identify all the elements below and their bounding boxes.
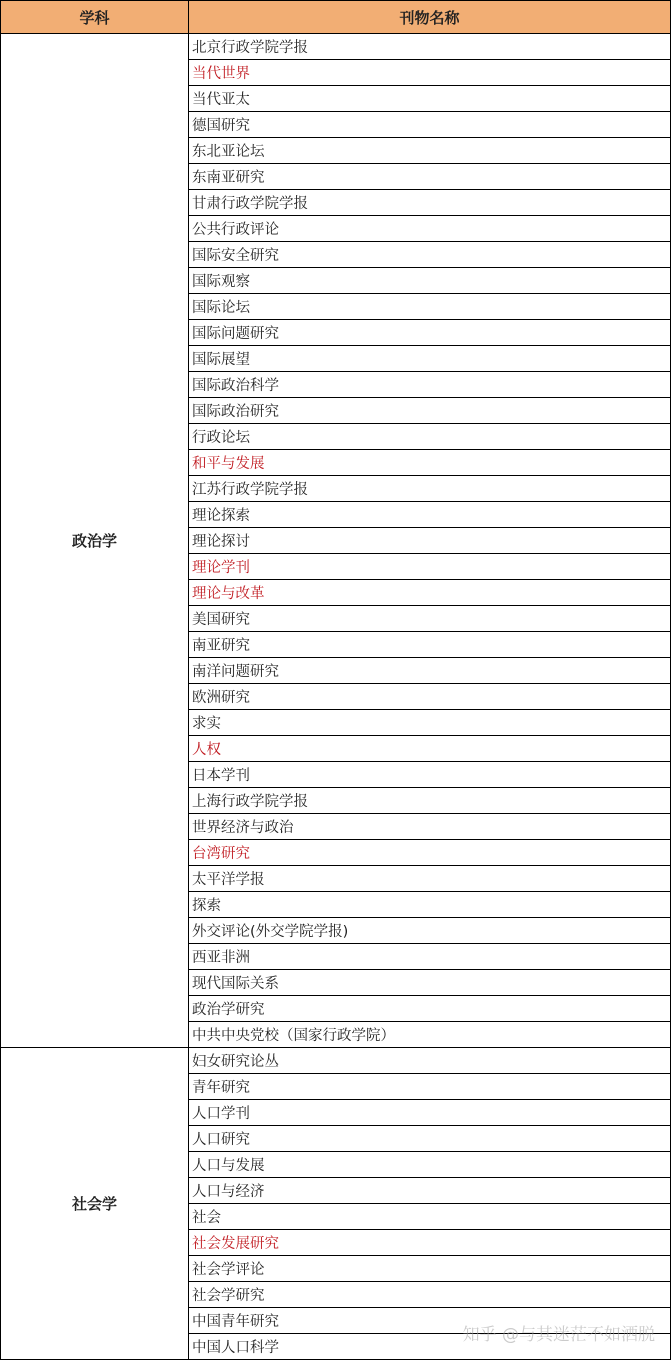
journal-name-cell: 台湾研究 (189, 840, 671, 866)
journal-name-cell: 中共中央党校（国家行政学院） (189, 1022, 671, 1048)
journal-name-cell: 国际政治研究 (189, 398, 671, 424)
journal-name-cell: 人口与经济 (189, 1178, 671, 1204)
journal-name-cell: 人口研究 (189, 1126, 671, 1152)
journal-name-cell: 社会学研究 (189, 1282, 671, 1308)
subject-cell: 政治学 (1, 34, 189, 1048)
header-subject: 学科 (1, 1, 189, 34)
journal-name-cell: 东南亚研究 (189, 164, 671, 190)
journal-name-cell: 公共行政评论 (189, 216, 671, 242)
journal-name-cell: 理论学刊 (189, 554, 671, 580)
journal-name-cell: 外交评论(外交学院学报) (189, 918, 671, 944)
journal-name-cell: 中国青年研究 (189, 1308, 671, 1334)
journal-name-cell: 南亚研究 (189, 632, 671, 658)
journal-name-cell: 人权 (189, 736, 671, 762)
watermark: 知乎 @与其迷茫不如洒脱 (462, 1325, 655, 1345)
journal-name-cell: 国际政治科学 (189, 372, 671, 398)
journal-name-cell: 理论探讨 (189, 528, 671, 554)
journal-name-cell: 青年研究 (189, 1074, 671, 1100)
journal-name-cell: 北京行政学院学报 (189, 34, 671, 60)
table-row (1, 34, 671, 60)
journal-name-cell: 社会学评论 (189, 1256, 671, 1282)
journal-name-cell: 世界经济与政治 (189, 814, 671, 840)
journal-name-cell: 政治学研究 (189, 996, 671, 1022)
journal-name-cell: 国际安全研究 (189, 242, 671, 268)
journal-name-cell: 江苏行政学院学报 (189, 476, 671, 502)
journal-name-cell: 日本学刊 (189, 762, 671, 788)
journal-name-cell: 南洋问题研究 (189, 658, 671, 684)
journal-name-cell: 和平与发展 (189, 450, 671, 476)
journal-name-cell: 当代世界 (189, 60, 671, 86)
journal-name-cell: 妇女研究论丛 (189, 1048, 671, 1074)
journal-name-cell: 欧洲研究 (189, 684, 671, 710)
journal-name-cell: 理论探索 (189, 502, 671, 528)
journal-name-cell: 社会发展研究 (189, 1230, 671, 1256)
journal-name-cell: 东北亚论坛 (189, 138, 671, 164)
journal-name-cell: 行政论坛 (189, 424, 671, 450)
header-journal: 刊物名称 (189, 1, 671, 34)
table-row (1, 1048, 671, 1074)
subject-cell: 社会学 (1, 1048, 189, 1360)
journal-name-cell: 国际观察 (189, 268, 671, 294)
journal-name-cell: 国际问题研究 (189, 320, 671, 346)
journal-name-cell: 人口学刊 (189, 1100, 671, 1126)
journal-name-cell: 理论与改革 (189, 580, 671, 606)
journal-name-cell: 求实 (189, 710, 671, 736)
journal-name-cell: 太平洋学报 (189, 866, 671, 892)
journal-name-cell: 当代亚太 (189, 86, 671, 112)
table-body (1, 34, 671, 1360)
journal-name-cell: 现代国际关系 (189, 970, 671, 996)
journal-name-cell: 中国人口科学 (189, 1334, 671, 1360)
journal-name-cell: 人口与发展 (189, 1152, 671, 1178)
journal-name-cell: 西亚非洲 (189, 944, 671, 970)
header-row (1, 1, 671, 34)
journal-name-cell: 探索 (189, 892, 671, 918)
journal-name-cell: 社会 (189, 1204, 671, 1230)
journal-name-cell: 甘肃行政学院学报 (189, 190, 671, 216)
journal-name-cell: 美国研究 (189, 606, 671, 632)
journal-name-cell: 国际论坛 (189, 294, 671, 320)
journal-name-cell: 国际展望 (189, 346, 671, 372)
journal-name-cell: 德国研究 (189, 112, 671, 138)
journal-name-cell: 上海行政学院学报 (189, 788, 671, 814)
